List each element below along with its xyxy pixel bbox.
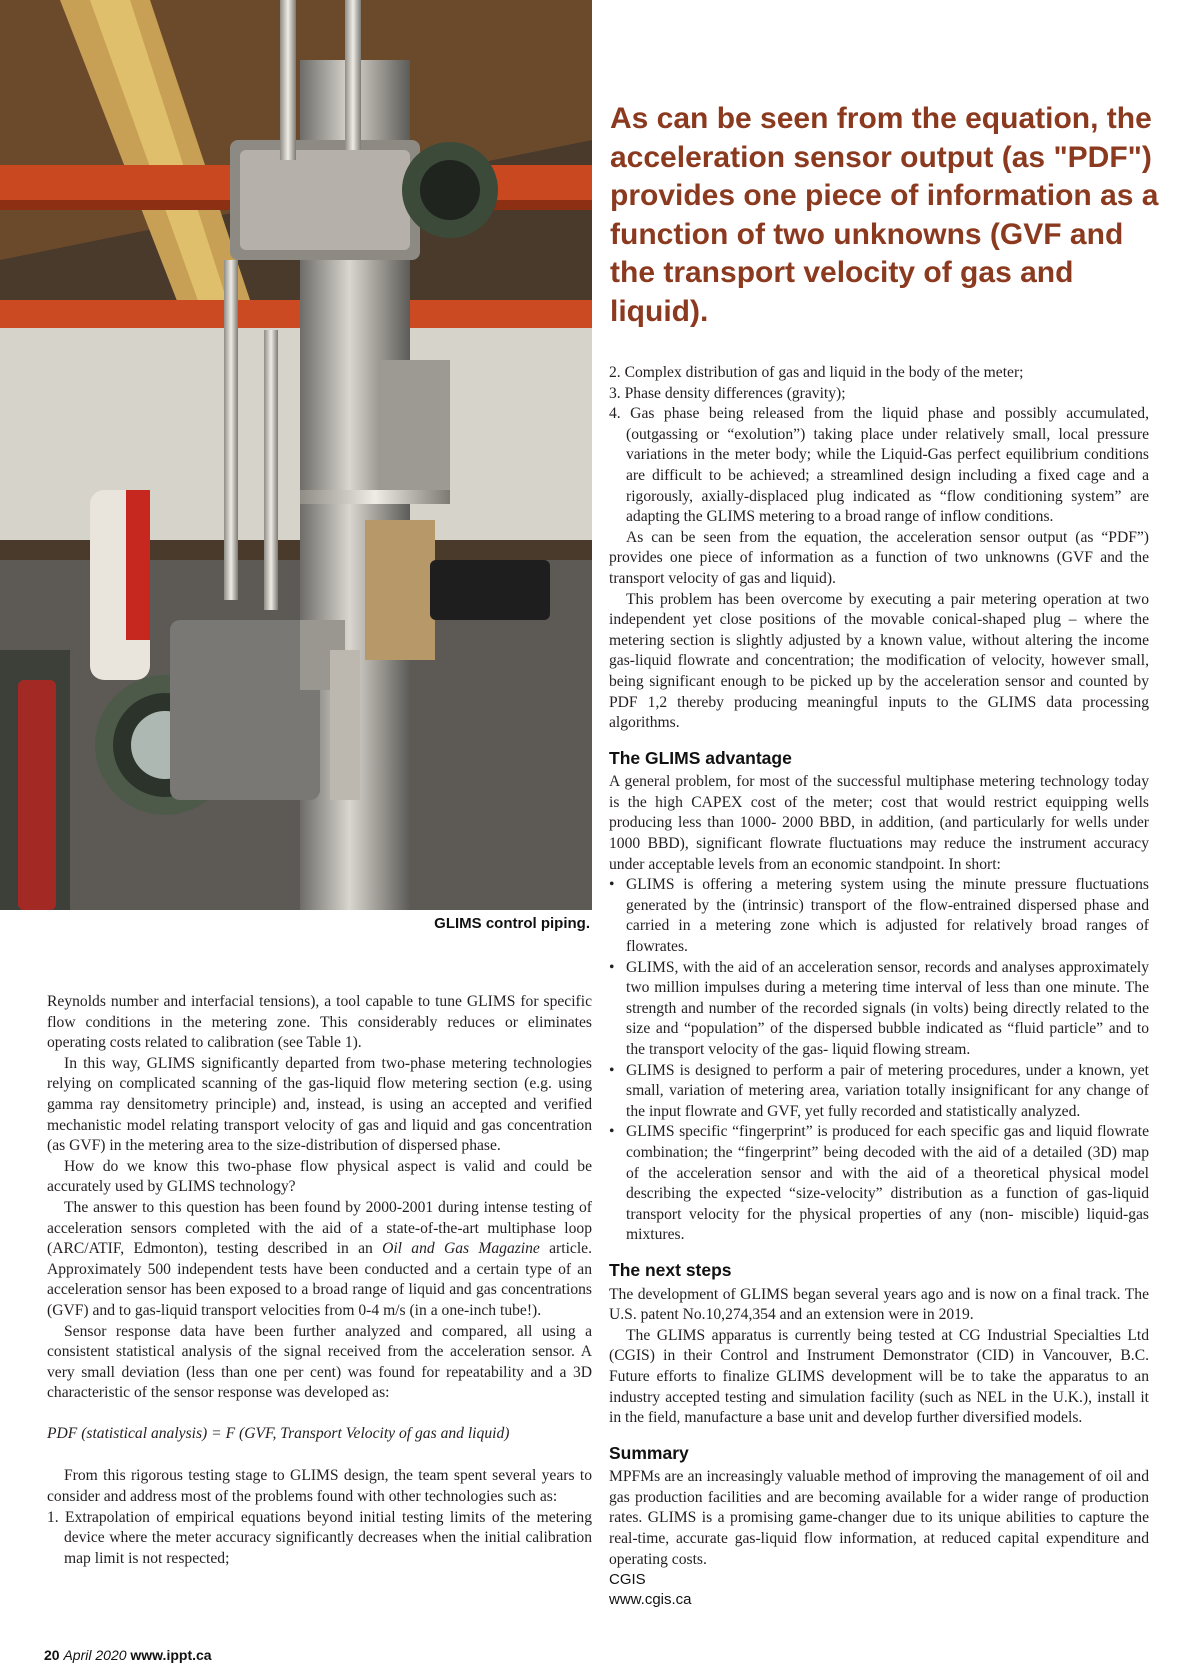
- list-item: 3. Phase density differences (gravity);: [609, 384, 846, 402]
- text-run: article. Approximately 500 independent tests have been conducted and a certain type of an acceleration sensor has been exposed to a broad range of liquid and gas concentrations (GVF) and to gas-liquid transport velocities from 0-4 m/s (in a one-inch tube!).: [47, 1240, 592, 1319]
- page-folio: [44, 1647, 212, 1663]
- pull-quote: As can be seen from the equation, the acceleration sensor output (as "PDF") provides one piece of information as a function of two unknowns (GVF and the transport velocity of gas and liquid).: [610, 102, 1159, 328]
- bullet-list: [609, 875, 1149, 1246]
- list-item: • GLIMS is offering a metering system using the minute pressure fluctuations generated by the (intrinsic) transport of the flow-entrained dispersed phase and carried in a metering zone which is adjusted for relatively broad ranges of flowrates.: [609, 875, 1149, 957]
- body-paragraph: MPFMs are an increasingly valuable method of improving the management of oil and gas production facilities and are becoming available for a wider range of production rates. GLIMS is a promising game-changer due to its unique abilities to capture the real-time, accurate gas-liquid flow information, at reduced capital expenditure and operating costs.: [609, 1468, 1149, 1568]
- body-paragraph: From this rigorous testing stage to GLIMS design, the team spent several years to consider and address most of the problems found with other technologies such as:: [47, 1467, 592, 1506]
- body-paragraph: As can be seen from the equation, the acceleration sensor output (as “PDF”) provides one piece of information as a function of two unknowns (GVF and the transport velocity of gas and liquid).: [609, 528, 1149, 587]
- body-paragraph: How do we know this two-phase flow physical aspect is valid and could be accurately used by GLIMS technology?: [47, 1157, 592, 1196]
- body-paragraph: [47, 1198, 592, 1322]
- body-paragraph: A general problem, for most of the successful multiphase metering technology today is the high CAPEX cost of the meter; cost that would restrict equipping wells producing less than 1000- 2000 BBD, in addition, (and particularly for wells under 1000 BBD), significant flowrate fluctuations may reduce the instrument accuracy under acceptable levels from an economic standpoint. In short:: [609, 773, 1149, 873]
- page-number: 20: [44, 1647, 60, 1663]
- signature-url[interactable]: www.cgis.ca: [609, 1591, 692, 1609]
- body-paragraph: This problem has been overcome by executing a pair metering operation at two independent yet close positions of the movable conical-shaped plug – where the metering section is slightly adjusted by a known value, without altering the income gas-liquid flowrate and concentration; the modification of velocity, however small, being significant enough to be picked up by the acceleration sensor and counted by PDF 1,2 thereby producing meaningful inputs to the GLIMS data processing algorithms.: [609, 590, 1149, 732]
- section-heading-advantage: The GLIMS advantage: [609, 747, 792, 768]
- list-item: 4. Gas phase being released from the liquid phase and possibly accumulated, (outgassing or “exolution”) taking place under relatively small, local pressure variations in the meter body; while the Liquid-Gas perfect equilibrium conditions are difficult to be achieved; a streamlined design including a fixed cage and a rigorously, axially-displaced plug indicated as “flow conditioning system” are adapting the GLIMS metering to a broad range of inflow conditions.: [609, 405, 1149, 526]
- section-heading-summary: Summary: [609, 1442, 689, 1463]
- issue-date: April 2020: [63, 1647, 127, 1663]
- industrial-piping-photo-icon: [0, 0, 592, 910]
- signature-company: CGIS: [609, 1571, 646, 1589]
- list-item: • GLIMS is designed to perform a pair of metering procedures, under a known, yet small, variation of metering area, variation totally insignificant for any change of the input flowrate and GVF, yet fully recorded and statistically analyzed.: [609, 1061, 1149, 1123]
- list-item: • GLIMS specific “fingerprint” is produced for each specific gas and liquid flowrate combination; the “fingerprint” being decoded with the aid of a detailed (3D) map of the acceleration sensor and with the aid of a theoretical physical model describing the expected “size-velocity” distribution as a function of gas-liquid transport velocity for the physical properties of any (non- miscible) liquid-gas mixtures.: [609, 1122, 1149, 1246]
- list-item: 2. Complex distribution of gas and liquid in the body of the meter;: [609, 364, 1024, 381]
- glims-piping-photo: [0, 0, 592, 910]
- text-run: The answer to this question has been found by 2000-2001 during intense testing of acceleration sensors completed with the aid of a state-of-the-art multiphase loop (ARC/ATIF, Edmonton), testing described in an: [47, 1198, 592, 1258]
- magazine-title: Oil and Gas Magazine: [382, 1240, 540, 1258]
- section-heading-next-steps: The next steps: [609, 1259, 732, 1280]
- list-item: 1. Extrapolation of empirical equations beyond initial testing limits of the metering device where the meter accuracy significantly decreases when the initial calibration map limit is not respected;: [47, 1508, 592, 1567]
- body-paragraph: Reynolds number and interfacial tensions), a tool capable to tune GLIMS for specific flow conditions in the metering zone. This considerably reduces or eliminates operating costs related to calibration (see Table 1).: [47, 993, 592, 1052]
- body-paragraph: The GLIMS apparatus is currently being tested at CG Industrial Specialties Ltd (CGIS) in their Control and Instrument Demonstrator (CID) in Vancouver, B.C. Future efforts to finalize GLIMS development will be to take the apparatus to an industry accepted testing and simulation facility (such as NEL in the U.K.), install it in the field, manufacture a base unit and develop further diversified models.: [609, 1326, 1149, 1427]
- body-paragraph: In this way, GLIMS significantly departed from two-phase metering technologies relying on complicated scanning of the gas-liquid flow metering section (e.g. using gamma ray densitometry principle) and, instead, is using an accepted and verified mechanistic model relating transport velocity of gas and liquid and gas concentration (as GVF) in the metering area to the size-distribution of dispersed phase.: [47, 1054, 592, 1155]
- body-paragraph: Sensor response data have been further analyzed and compared, all using a consistent statistical analysis of the signal received from the acceleration sensor. A very small deviation (less than one per cent) was found for repeatability and a 3D characteristic of the sensor response was developed as:: [47, 1322, 592, 1402]
- body-paragraph: The development of GLIMS began several years ago and is now on a final track. The U.S. patent No.10,274,354 and an extension were in 2019.: [609, 1285, 1149, 1324]
- photo-caption: GLIMS control piping.: [434, 915, 590, 932]
- right-column: [609, 363, 1149, 1610]
- site-url[interactable]: www.ippt.ca: [130, 1647, 212, 1663]
- left-column: [47, 992, 592, 1569]
- list-item: • GLIMS, with the aid of an acceleration sensor, records and analyses approximately two million impulses during a metering time interval of less than one minute. The strength and number of the recorded signals (in volts) being directly related to the size and “population” of the dispersed bubble indicated as “fluid particle” and to the transport velocity of the gas- liquid flowing stream.: [609, 958, 1149, 1061]
- equation: PDF (statistical analysis) = F (GVF, Transport Velocity of gas and liquid): [47, 1424, 510, 1442]
